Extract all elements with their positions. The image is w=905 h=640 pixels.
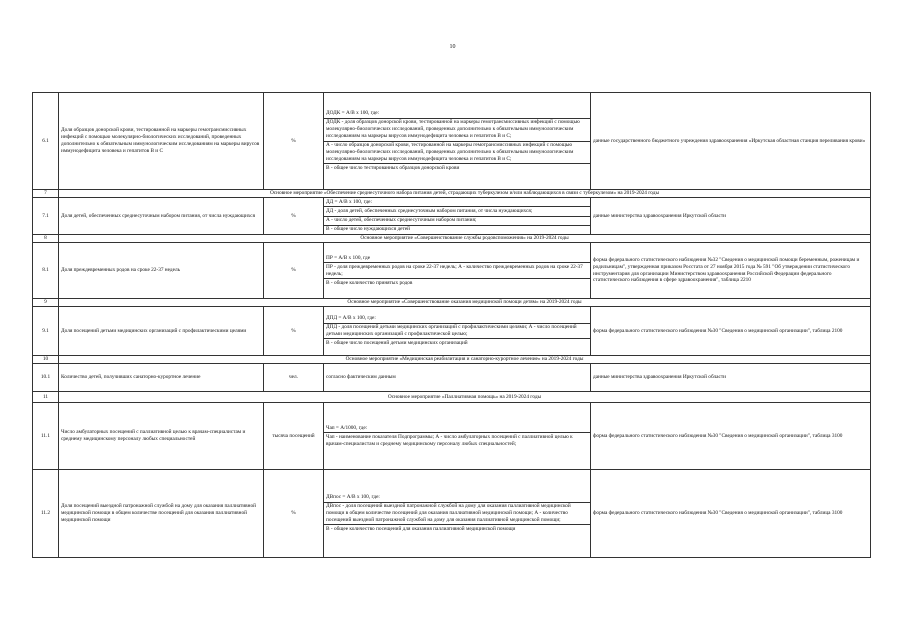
table-row: [33, 243, 871, 299]
data-source: форма федерального статистического наблюдения №30 "Сведения о медицинской организации", таблица 3100: [591, 403, 871, 470]
formula-line: ДВпос = А/В х 100, где:: [324, 494, 590, 503]
formula-line: ДПД - доля посещений детьми медицинских организаций с профилактическими целями; А - число посещений детьми медицинских организаций с профилактической целью;: [324, 324, 590, 340]
row-number: 11.2: [33, 470, 59, 558]
formula-line: ДОДК = А/В х 100, где:: [324, 110, 590, 119]
formula-cell: [324, 198, 591, 235]
formula-cell: [324, 93, 591, 190]
table-row: [33, 403, 871, 470]
data-source: данные государственного бюджетного учреждения здравоохранения «Иркутская областная станция переливания крови»: [591, 93, 871, 190]
data-source: форма федерального статистического наблюдения №30 "Сведения о медицинской организации", таблица 3100: [591, 470, 871, 558]
section-title: Основное мероприятие «Совершенствование службы родовспоможения» на 2019-2024 годы: [59, 235, 871, 243]
data-source: форма федерального статистического наблюдения №32 "Сведения о медицинской помощи беременным, роженицам и родильницам", утвержденная приказом Росстата от 27 ноября 2015 года № 591 "Об утверждении статистического инструментария для организации Министерством здравоохранения Российской Федерации федерального статистического наблюдения в сфере здравоохранения", таблица 2210: [591, 243, 871, 299]
formula-line: Чап - наименование показателя Подпрограммы; А - число амбулаторных посещений с паллиативной целью к врачам-специалистам и среднему медицинскому персоналу любых специальностей;: [326, 433, 573, 447]
indicator-name: Доля посещений выездной патронажной службой на дому для оказания паллиативной медицинской помощи в общем количестве посещений для оказания паллиативной медицинской помощи: [59, 470, 264, 558]
unit: чел.: [264, 364, 324, 392]
formula-line: В - общее количество принятых родов: [326, 279, 413, 286]
unit: %: [264, 470, 324, 558]
formula-line: ДВпос - доля посещений выездной патронажной службой на дому для оказания паллиативной медицинской помощи в общем количестве посещений для оказания паллиативной медицинской помощи; А - количество посещений выездной патронажной службой на дому для оказания паллиативной медицинской помощи;: [324, 503, 590, 526]
section-number: 10: [33, 356, 59, 364]
formula-line: А - число образцов донорской крови, тестированной на маркеры гемотрансмиссивных инфекций с помощью молекулярно-биологических исследований, проведенных дополнительно к обязательным иммунологическим исследованиям на маркеры вирусов иммунодефицита человека и гепатитов В и С;: [324, 142, 590, 165]
unit: %: [264, 198, 324, 235]
table-row: [33, 307, 871, 356]
indicator-name: Доля образцов донорской крови, тестированной на маркеры гемотрансмиссивных инфекций с помощью молекулярно-биологических исследований, проведенных дополнительно к обязательным иммунологическим исследованиям на маркеры вирусов иммунодефицита человека и гепатитов В и С: [59, 93, 264, 190]
indicator-name: Доля преждевременных родов на сроке 22-37 недель: [59, 243, 264, 299]
section-title: Основное мероприятие «Обеспечение среднесуточного набора питания детей, страдающих туберкулезом и/или наблюдающихся в связи с туберкулезом» на 2019-2024 годы: [59, 190, 871, 198]
table-row: [33, 93, 871, 190]
section-title: Основное мероприятие «Медицинская реабилитация и санаторно-курортное лечение» на 2019-2024 годы: [59, 356, 871, 364]
section-title: Основное мероприятие «Паллиативная помощь» на 2019-2024 годы: [59, 392, 871, 403]
formula-cell: [324, 470, 591, 558]
table-row: [33, 470, 871, 558]
data-source: данные министерства здравоохранения Иркутской области: [591, 364, 871, 392]
data-source: данные министерства здравоохранения Иркутской области: [591, 198, 871, 235]
formula-line: ДОДК - доля образцов донорской крови, тестированной на маркеры гемотрансмиссивных инфекций с помощью молекулярно-биологических исследований, проведенных дополнительно к обязательным иммунологическим исследованиям на маркеры вирусов иммунодефицита человека и гепатитов В и С;: [324, 119, 590, 142]
indicator-name: Число амбулаторных посещений с паллиативной целью к врачам-специалистам и среднему медицинскому персоналу любых специальностей: [59, 403, 264, 470]
data-source: форма федерального статистического наблюдения №30 "Сведения о медицинской организации", таблица 2100: [591, 307, 871, 356]
formula-line: Чап = А/1000, где:: [324, 424, 590, 433]
formula-line: А - число детей, обеспеченных среднесуточным набором питания;: [324, 217, 590, 226]
row-number: 11.1: [33, 403, 59, 470]
formula-line: В - общее количество посещений для оказания паллиативной медицинской помощи: [326, 526, 516, 532]
page-number: 10: [449, 44, 456, 50]
formula-line: ДПД = А/В х 100, где:: [324, 314, 590, 323]
section-row: [33, 235, 871, 243]
unit: %: [264, 307, 324, 356]
section-row: [33, 299, 871, 307]
section-row: [33, 190, 871, 198]
unit: %: [264, 243, 324, 299]
table-row: [33, 364, 871, 392]
formula-line: ДД = А/В х 100, где:: [324, 198, 590, 207]
section-number: 8: [33, 235, 59, 243]
formula-cell: [324, 403, 591, 470]
row-number: 10.1: [33, 364, 59, 392]
row-number: 8.1: [33, 243, 59, 299]
table-row: [33, 198, 871, 235]
formula-line: В - общее число нуждающихся детей: [326, 226, 411, 233]
section-number: 11: [33, 392, 59, 403]
indicators-table: [32, 92, 871, 558]
section-number: 7: [33, 190, 59, 198]
section-number: 9: [33, 299, 59, 307]
indicator-name: Доля детей, обеспеченных среднесуточным набором питания, от числа нуждающихся: [59, 198, 264, 235]
row-number: 6.1: [33, 93, 59, 190]
section-row: [33, 356, 871, 364]
formula-line: ПР - доля преждевременных родов на сроке 22-37 недель; А - количество преждевременных родов на сроке 22-37 недель;: [324, 263, 590, 279]
formula-line: ДД - доля детей, обеспеченных среднесуточным набором питания, от числа нуждающихся;: [324, 207, 590, 216]
formula-cell: [324, 307, 591, 356]
formula-cell: согласно фактическим данным: [324, 364, 591, 392]
formula-cell: [324, 243, 591, 299]
formula-line: ПР = А/В х 100, где: [324, 254, 590, 263]
formula-line: В - общее число тестированных образцов донорской крови: [326, 164, 460, 171]
indicator-name: Доля посещений детьми медицинских организаций с профилактическими целями: [59, 307, 264, 356]
row-number: 7.1: [33, 198, 59, 235]
unit: %: [264, 93, 324, 190]
formula-line: В - общее число посещений детьми медицинских организаций: [326, 340, 468, 347]
indicator-name: Количество детей, получивших санаторно-курортное лечение: [59, 364, 264, 392]
unit: тысяча посещений: [264, 403, 324, 470]
section-row: [33, 392, 871, 403]
section-title: Основное мероприятие «Совершенствование оказания медицинской помощи детям» на 2019-2024 годы: [59, 299, 871, 307]
row-number: 9.1: [33, 307, 59, 356]
